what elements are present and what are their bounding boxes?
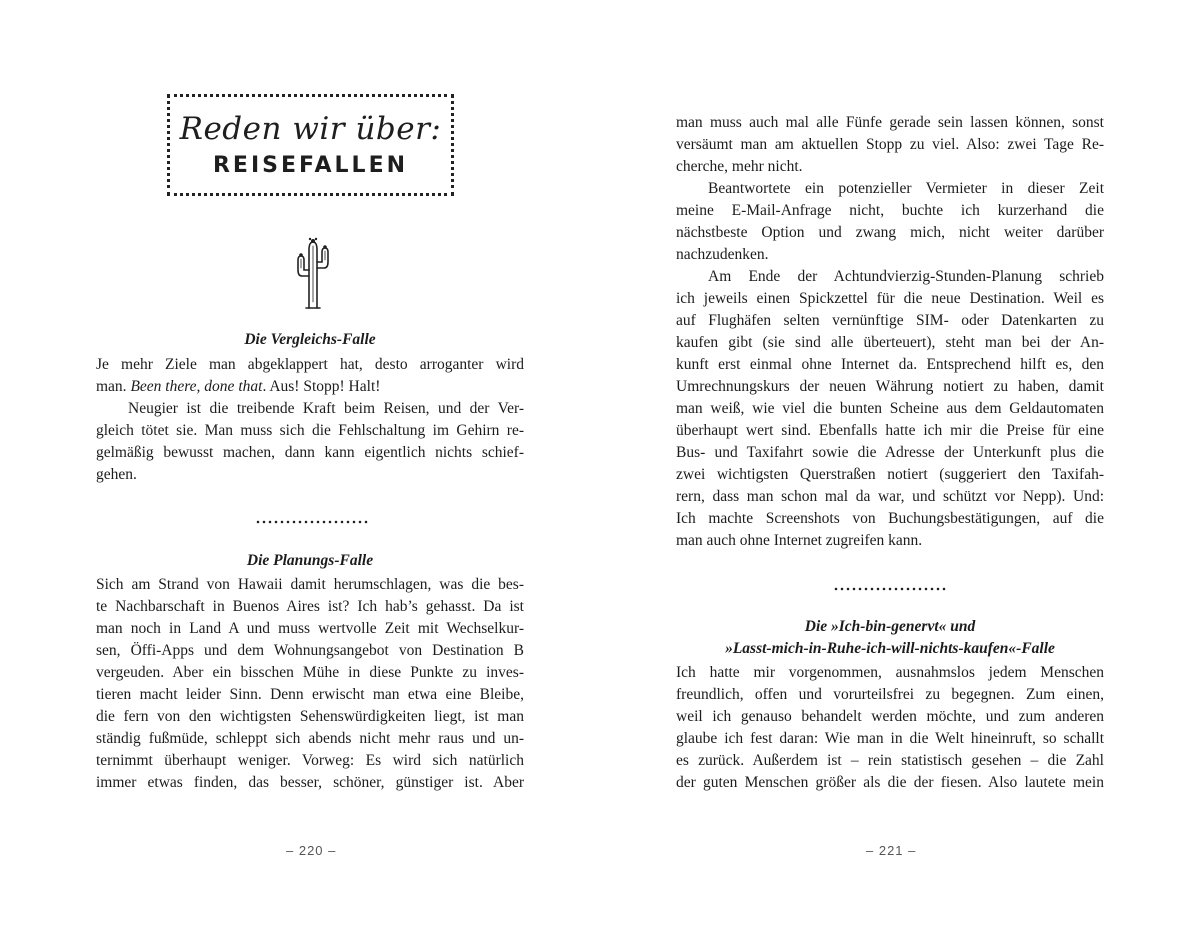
body-line: man weiß, wie viel die bunten Scheine aus dem Geldautomaten	[676, 400, 1104, 417]
chapter-title-box	[167, 94, 454, 196]
body-line: rern, dass man schon mal da war, und schützt vor Nepp). Und:	[676, 488, 1104, 505]
body-line: freundlich, offen und vorurteilsfrei zu begegnen. Zum einen,	[676, 686, 1104, 703]
section-title-vergleichs-falle: Die Vergleichs-Falle	[244, 331, 376, 348]
emphasis-phrase: Been there, done that	[130, 378, 263, 395]
section-title-lasst-mich-in-ruhe: »Lasst-mich-in-Ruhe-ich-will-nichts-kaufen«-Falle	[725, 640, 1055, 657]
chapter-title-caps: REISEFALLEN	[212, 153, 409, 178]
page-number: – 220 –	[286, 843, 337, 858]
body-line: glaube ich fest daran: Wie man in die Welt hineinruft, so schallt	[676, 730, 1104, 747]
body-line: te Nachbarschaft in Buenos Aires ist? Ich hab’s gehasst. Da ist	[96, 598, 524, 615]
chapter-title-script: Reden wir über:	[179, 111, 442, 147]
body-line: ständig fußmüde, schleppt sich abends nicht mehr raus und un-	[96, 730, 524, 747]
body-line: Sich am Strand von Hawaii damit herumschlagen, was die bes-	[96, 576, 524, 593]
body-line: Beantwortete ein potenzieller Vermieter in dieser Zeit	[708, 180, 1104, 197]
body-line: sen, Öffi-Apps und dem Wohnungsangebot von Destination B	[96, 642, 524, 659]
body-line: auf Flughäfen selten vernünftige SIM- oder Datenkarten zu	[676, 312, 1104, 329]
body-line: Neugier ist die treibende Kraft beim Reisen, und der Ver-	[128, 400, 524, 417]
body-line: gelmäßig bewusst machen, dann kann eigentlich nichts schief-	[96, 444, 524, 461]
body-line: man noch in Land A und muss wertvolle Zeit mit Wechselkur-	[96, 620, 524, 637]
body-line: versäumt man am aktuellen Stopp zu viel. Also: zwei Tage Re-	[676, 136, 1104, 153]
body-line: Je mehr Ziele man abgeklappert hat, desto arroganter wird	[96, 356, 524, 373]
body-line: kaufen gibt (sie sind alle überteuert), steht man bei der An-	[676, 334, 1104, 351]
body-line: der guten Menschen größer als die der fiesen. Also lautete mein	[676, 774, 1104, 791]
body-line: tieren macht leider Sinn. Denn erwischt man etwa eine Bleibe,	[96, 686, 524, 703]
body-line: Am Ende der Achtundvierzig-Stunden-Planung schrieb	[708, 268, 1104, 285]
body-line: überhaupt wert sind. Ebenfalls hatte ich mir die Preise für eine	[676, 422, 1104, 439]
body-line: man auch ohne Internet zugreifen kann.	[676, 532, 923, 549]
page-number: – 221 –	[866, 843, 917, 858]
section-divider	[255, 520, 369, 524]
body-line: nächstbeste Option und zwang mich, nicht weiter darüber	[676, 224, 1104, 241]
section-title-ich-bin-genervt: Die »Ich-bin-genervt« und	[804, 618, 976, 635]
body-line: man muss auch mal alle Fünfe gerade sein lassen können, sonst	[676, 114, 1104, 131]
body-line: zwei wichtigsten Querstraßen notiert (suggeriert den Taxifah-	[676, 466, 1104, 483]
cactus-illustration	[290, 232, 334, 310]
section-divider	[833, 587, 947, 591]
body-line: immer etwas finden, das besser, schöner, günstiger ist. Aber	[96, 774, 524, 791]
body-line: ternimmt überhaupt weniger. Vorweg: Es wird sich natürlich	[96, 752, 524, 769]
body-line: Ich machte Screenshots von Buchungsbestätigungen, auf die	[676, 510, 1104, 527]
right-page	[600, 0, 1200, 934]
body-line: man. Been there, done that. Aus! Stopp! Halt!	[96, 378, 381, 395]
body-line: cherche, mehr nicht.	[676, 158, 803, 175]
body-line: Bus- und Taxifahrt sowie die Adresse der Unterkunft plus die	[676, 444, 1104, 461]
body-line: Ich hatte mir vorgenommen, ausnahmslos jedem Menschen	[676, 664, 1104, 681]
body-line: weil ich genauso behandelt werden möchte, und zum anderen	[676, 708, 1104, 725]
body-line: Umrechnungskurs der neuen Währung notiert zu haben, damit	[676, 378, 1104, 395]
body-line: meine E-Mail-Anfrage nicht, buchte ich kurzerhand die	[676, 202, 1104, 219]
body-line: gehen.	[96, 466, 137, 483]
body-line: gleich tötet sie. Man muss sich die Fehlschaltung im Gehirn re-	[96, 422, 524, 439]
body-line: nachzudenken.	[676, 246, 769, 263]
body-line: vergeuden. Aber ein bisschen Mühe in diese Punkte zu inves-	[96, 664, 524, 681]
body-line: ich jeweils einen Spickzettel für die neue Destination. Weil es	[676, 290, 1104, 307]
section-title-planungs-falle: Die Planungs-Falle	[246, 552, 374, 569]
body-line: kunft erst einmal ohne Internet da. Entsprechend hilft es, den	[676, 356, 1104, 373]
body-line: es zurück. Außerdem ist – rein statistisch gesehen – die Zahl	[676, 752, 1104, 769]
body-line: die fern von den wichtigsten Sehenswürdigkeiten liegt, ist man	[96, 708, 524, 725]
